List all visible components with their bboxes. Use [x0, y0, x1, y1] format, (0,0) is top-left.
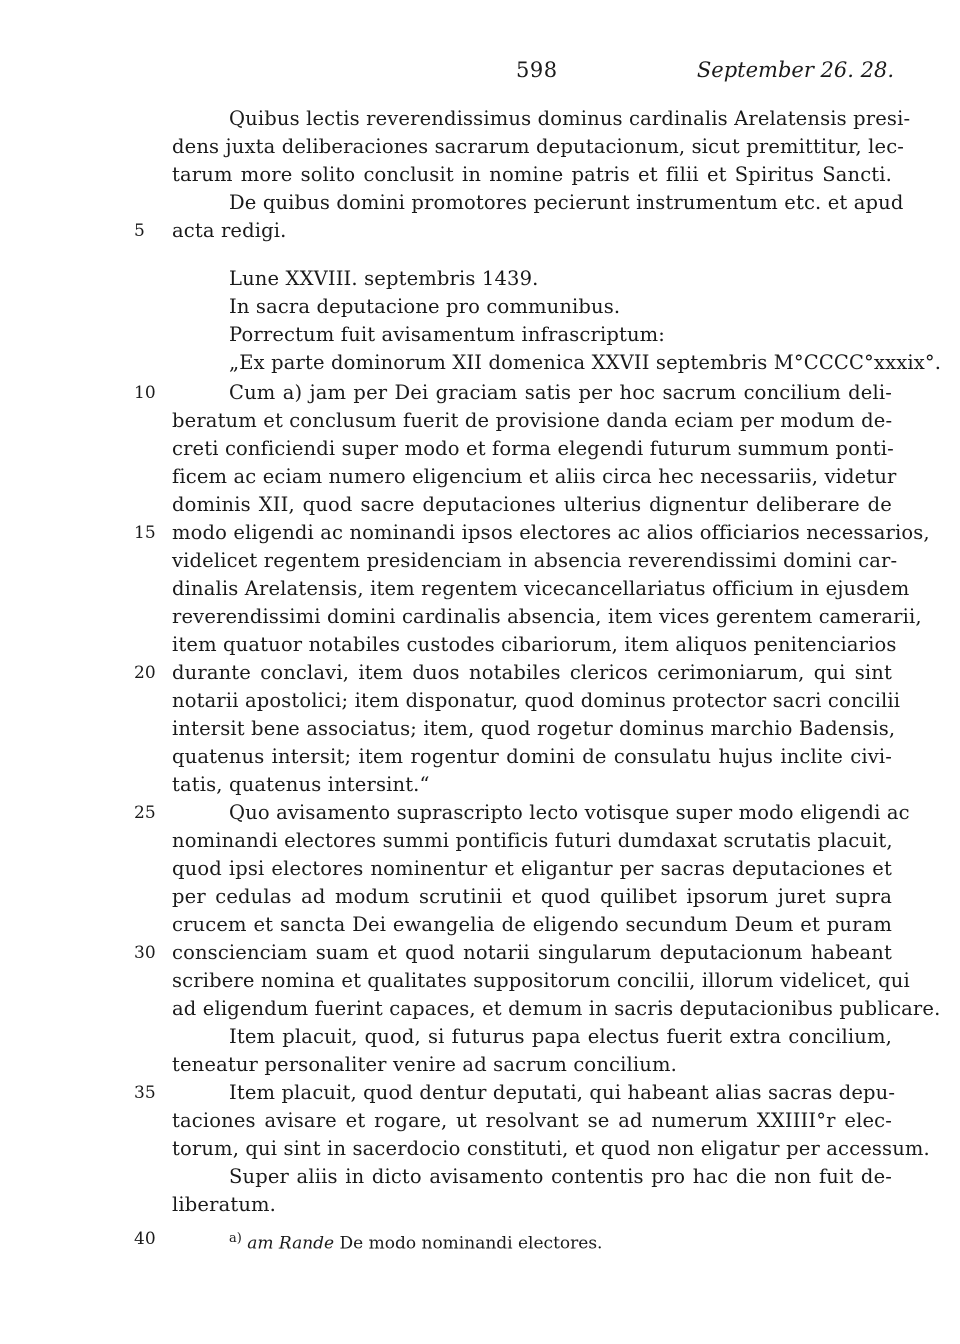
text-line: Item placuit, quod dentur deputati, qui habeant alias sacras depu-	[229, 1081, 896, 1104]
margin-line-number: 35	[134, 1083, 156, 1103]
text-line: ad eligendum fuerint capaces, et demum in sacris deputacionibus publicare.	[172, 997, 941, 1020]
page-number: 598	[516, 58, 558, 82]
margin-line-number: 30	[134, 943, 156, 963]
text-line: torum, qui sint in sacerdocio constituti, et quod non eligatur per accessum.	[172, 1137, 930, 1160]
margin-line-number: 25	[134, 803, 156, 823]
text-line: Quibus lectis reverendissimus dominus cardinalis Arelatensis presi-	[229, 107, 911, 130]
text-line: reverendissimi domini cardinalis absencia, item vices gerentem camerarii,	[172, 605, 922, 628]
text-line: dominis XII, quod sacre deputaciones ulterius dignentur deliberare de	[172, 493, 892, 516]
section-subheading: In sacra deputacione pro communibus.	[229, 295, 621, 318]
text-line: Cum a) jam per Dei graciam satis per hoc sacrum concilium deli-	[229, 381, 892, 404]
text-line: conscienciam suam et quod notarii singularum deputacionum habeant	[172, 941, 892, 964]
text-line: scribere nomina et qualitates suppositorum concilii, illorum videlicet, qui	[172, 969, 910, 992]
text-line: videlicet regentem presidenciam in absencia reverendissimi domini car-	[172, 549, 898, 572]
text-line: durante conclavi, item duos notabiles clericos cerimoniarum, qui sint	[172, 661, 892, 684]
text-line: teneatur personaliter venire ad sacrum concilium.	[172, 1053, 677, 1076]
margin-line-number: 15	[134, 523, 156, 543]
margin-line-number: 20	[134, 663, 156, 683]
text-line: tarum more solito conclusit in nomine patris et filii et Spiritus Sancti.	[172, 163, 892, 186]
text-line: liberatum.	[172, 1193, 277, 1216]
text-line: Item placuit, quod, si futurus papa electus fuerit extra concilium,	[229, 1025, 892, 1048]
margin-line-number: 5	[134, 221, 145, 241]
text-line: creti conficiendi super modo et forma elegendi futurum summum ponti-	[172, 437, 894, 460]
margin-line-number: 10	[134, 383, 156, 403]
text-line: notarii apostolici; item disponatur, quod dominus protector sacri concilii	[172, 689, 901, 712]
footnote-italic: am Rande	[247, 1233, 335, 1254]
section-date: Lune XXVIII. septembris 1439.	[229, 267, 539, 290]
text-line: Super aliis in dicto avisamento contentis pro hac die non fuit de-	[229, 1165, 892, 1188]
text-line: quod ipsi electores nominentur et eligantur per sacras deputaciones et	[172, 857, 892, 880]
text-line: per cedulas ad modum scrutinii et quod quilibet ipsorum juret supra	[172, 885, 892, 908]
text-line: Porrectum fuit avisamentum infrascriptum:	[229, 323, 666, 346]
text-line: De quibus domini promotores pecierunt instrumentum etc. et apud	[229, 191, 904, 214]
footnote-mark: a)	[229, 1231, 242, 1246]
text-line: „Ex parte dominorum XII domenica XXVII septembris M°CCCC°xxxix°.	[229, 351, 942, 374]
text-line: intersit bene associatus; item, quod rogetur dominus marchio Badensis,	[172, 717, 896, 740]
text-line: nominandi electores summi pontificis futuri dumdaxat scrutatis placuit,	[172, 829, 893, 852]
running-head-date: September 26. 28.	[696, 58, 894, 82]
text-line: Quo avisamento suprascripto lecto votisque super modo eligendi ac	[229, 801, 910, 824]
text-line: ficem ac eciam numero eligencium et aliis circa hec necessariis, videtur	[172, 465, 897, 488]
text-line: beratum et conclusum fuerit de provisione danda eciam per modum de-	[172, 409, 893, 432]
text-line: tatis, quatenus intersint.“	[172, 773, 430, 796]
footnote-text: De modo nominandi electores.	[339, 1233, 603, 1254]
text-line: acta redigi.	[172, 219, 287, 242]
text-line: dinalis Arelatensis, item regentem vicecancellariatus officium in ejusdem	[172, 577, 910, 600]
text-line: crucem et sancta Dei ewangelia de eligendo secundum Deum et puram	[172, 913, 892, 936]
text-line: quatenus intersit; item rogentur domini de consulatu hujus inclite civi-	[172, 745, 892, 768]
page-header	[172, 58, 894, 88]
text-line: item quatuor notabiles custodes cibariorum, item aliquos penitenciarios	[172, 633, 897, 656]
text-line: taciones avisare et rogare, ut resolvant se ad numerum XXIIII°r elec-	[172, 1109, 892, 1132]
footnote	[229, 1226, 602, 1257]
text-line: dens juxta deliberaciones sacrarum deputacionum, sicut premittitur, lec-	[172, 135, 905, 158]
margin-line-number: 40	[134, 1229, 156, 1249]
text-line: modo eligendi ac nominandi ipsos electores ac alios officiarios necessarios,	[172, 521, 930, 544]
